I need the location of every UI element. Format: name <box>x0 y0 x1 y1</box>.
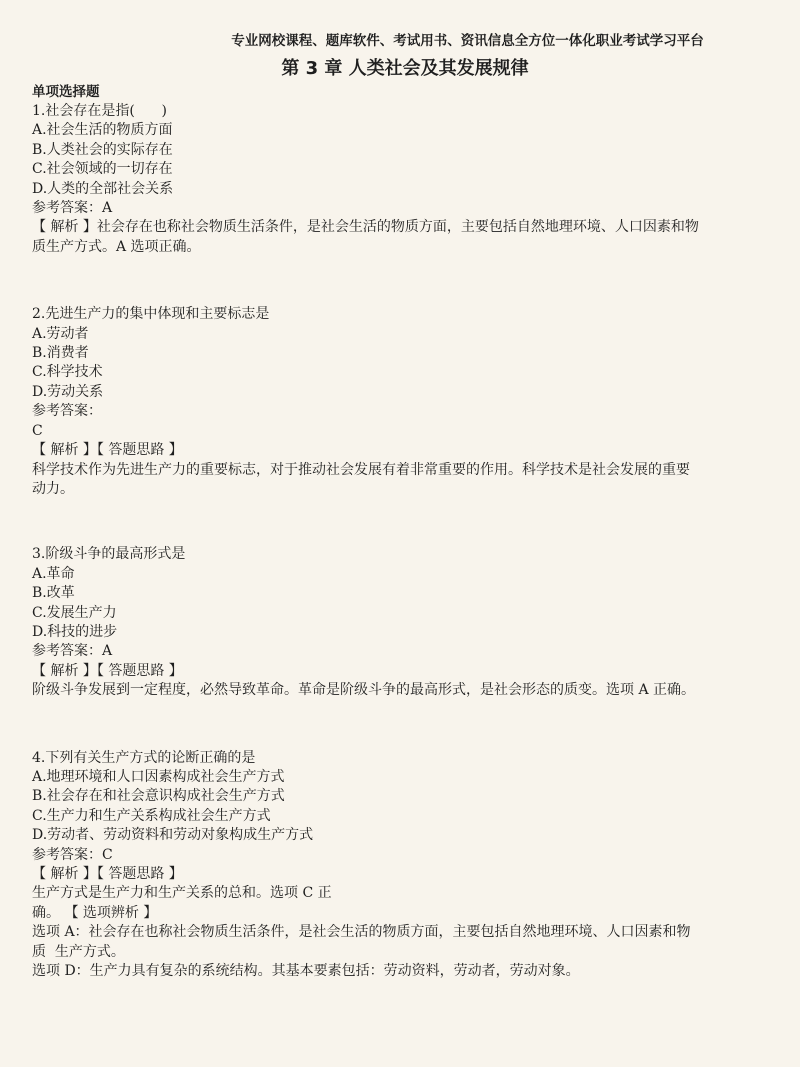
option-b: B.人类社会的实际存在 <box>32 141 173 158</box>
explanation-line: 科学技术作为先进生产力的重要标志，对于推动社会发展有着非常重要的作用。科学技术是社会发展的重要 <box>32 461 690 478</box>
explanation-line: 动力。 <box>32 480 74 497</box>
option-d: D.劳动者、劳动资料和劳动对象构成生产方式 <box>32 827 314 844</box>
question-1 <box>32 102 768 257</box>
option-c: C.生产力和生产关系构成社会生产方式 <box>32 807 271 824</box>
option-b: B.消费者 <box>32 345 89 362</box>
option-c: C.科学技术 <box>32 364 103 381</box>
option-a: A.地理环境和人口因素构成社会生产方式 <box>32 768 285 785</box>
question-3 <box>32 545 768 700</box>
explanation-line: 【 解析 】【 答题思路 】 <box>32 662 183 679</box>
answer-line: 参考答案： <box>32 403 102 420</box>
explanation-line: 质生产方式。A 选项正确。 <box>32 238 201 255</box>
option-a: A.社会生活的物质方面 <box>32 122 173 139</box>
option-b: B.改革 <box>32 585 75 602</box>
question-stem: 2.先进生产力的集中体现和主要标志是 <box>32 306 270 323</box>
explanation-line: 【 解析 】【 答题思路 】 <box>32 866 183 882</box>
explanation-line: 生产方式是生产力和生产关系的总和。选项 C 正 <box>32 885 332 902</box>
explanation-line: 质 生产方式。 <box>32 943 125 960</box>
option-b: B.社会存在和社会意识构成社会生产方式 <box>32 788 285 805</box>
option-a: A.革命 <box>32 565 75 582</box>
answer-line: 参考答案：A <box>32 643 113 660</box>
option-d: D.人类的全部社会关系 <box>32 180 174 197</box>
question-stem: 1.社会存在是指( ) <box>32 103 167 119</box>
answer-value: C <box>32 422 43 439</box>
question-stem: 3.阶级斗争的最高形式是 <box>32 546 186 563</box>
explanation-line: 选项 D：生产力具有复杂的系统结构。其基本要素包括：劳动资料，劳动者，劳动对象。 <box>32 963 580 980</box>
option-d: D.科技的进步 <box>32 623 118 640</box>
answer-line: 参考答案：A <box>32 200 113 217</box>
explanation-line: 选项 A：社会存在也称社会物质生活条件，是社会生活的物质方面，主要包括自然地理环境、人口因素和物 <box>32 924 691 941</box>
option-a: A.劳动者 <box>32 325 89 342</box>
platform-header: 专业网校课程、题库软件、考试用书、资讯信息全方位一体化职业考试学习平台 <box>231 33 704 49</box>
question-4 <box>32 749 768 982</box>
explanation-line: 阶级斗争发展到一定程度，必然导致革命。革命是阶级斗争的最高形式，是社会形态的质变。选项 A 正确。 <box>32 682 696 699</box>
question-stem: 4.下列有关生产方式的论断正确的是 <box>32 749 256 766</box>
section-heading: 单项选择题 <box>32 84 100 100</box>
chapter-title: 第 3 章 人类社会及其发展规律 <box>281 58 529 79</box>
answer-line: 参考答案：C <box>32 846 113 863</box>
explanation-line: 【 解析 】【 答题思路 】 <box>32 442 183 459</box>
explanation-line: 确。 【 选项辨析 】 <box>32 904 158 921</box>
explanation-line: 【 解析 】社会存在也称社会物质生活条件，是社会生活的物质方面，主要包括自然地理环境、人口因素和物 <box>32 219 699 236</box>
option-d: D.劳动关系 <box>32 383 104 400</box>
option-c: C.社会领域的一切存在 <box>32 161 173 178</box>
question-2 <box>32 305 768 499</box>
option-c: C.发展生产力 <box>32 604 117 621</box>
